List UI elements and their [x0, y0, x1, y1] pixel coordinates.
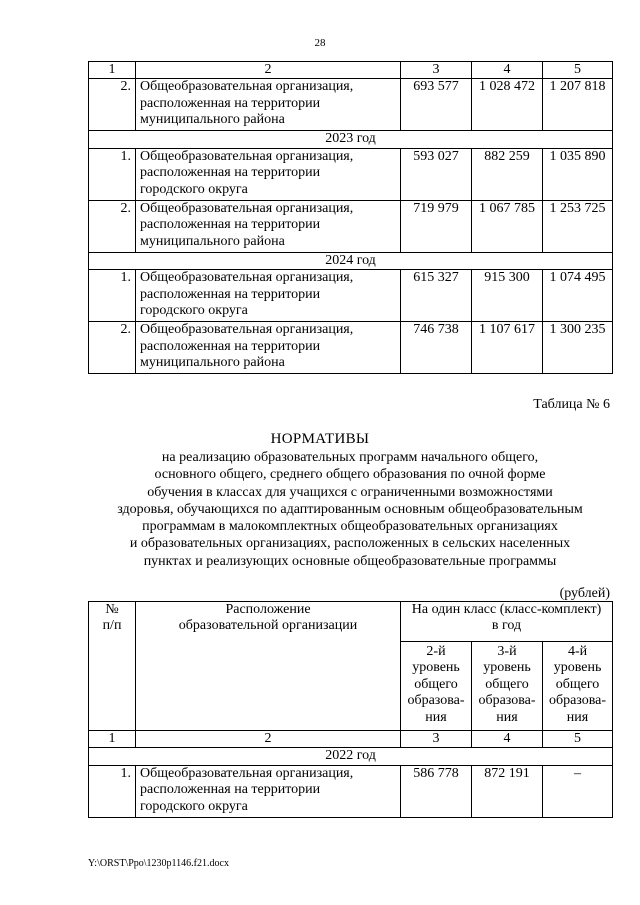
index-cell: 2: [136, 62, 401, 79]
organization-cell: Общеобразовательная организация, расположенная на территории городского округа: [136, 148, 401, 200]
value-level-3: 1 067 785: [472, 200, 543, 252]
value-level-2: 586 778: [401, 765, 472, 817]
value-level-3: 882 259: [472, 148, 543, 200]
row-number: 1.: [89, 148, 136, 200]
index-cell: 1: [89, 731, 136, 748]
subheading-line: и образовательных организациях, расположенных в сельских населенных: [129, 536, 571, 552]
organization-cell: Общеобразовательная организация, расположенная на территории городского округа: [136, 270, 401, 322]
row-number: 2.: [89, 200, 136, 252]
column-header-organization: Расположение образовательной организации: [136, 602, 401, 731]
subheading-line: здоровья, обучающихся по адаптированным основным общеобразовательным: [117, 501, 583, 517]
organization-cell: Общеобразовательная организация, расположенная на территории муниципального района: [136, 200, 401, 252]
row-number: 2.: [89, 322, 136, 374]
value-level-3: 1 107 617: [472, 322, 543, 374]
table-row: [89, 148, 613, 200]
index-cell: 5: [543, 62, 613, 79]
value-level-4: 1 300 235: [543, 322, 613, 374]
index-cell: 3: [401, 731, 472, 748]
page-number: 28: [314, 37, 326, 49]
index-cell: 4: [472, 731, 543, 748]
column-header-level-2: 2-й уровень общего образова- ния: [401, 642, 472, 731]
subheading-line: на реализацию образовательных программ начального общего,: [161, 450, 539, 465]
value-level-2: 615 327: [401, 270, 472, 322]
year-label: 2022 год: [89, 748, 613, 765]
row-number: 1.: [89, 270, 136, 322]
table-row: [89, 322, 613, 374]
column-header-level-3: 3-й уровень общего образова- ния: [472, 642, 543, 731]
normatives-table-continued: [88, 61, 613, 374]
column-header-per-class: На один класс (класс-комплект) в год: [401, 602, 613, 642]
year-row: [89, 252, 613, 269]
column-header-level-4: 4-й уровень общего образова- ния: [543, 642, 613, 731]
normatives-table-6: [88, 601, 613, 818]
value-level-3: 872 191: [472, 765, 543, 817]
index-cell: 4: [472, 62, 543, 79]
subheading-line: пунктах и реализующих основные общеобразовательные программы: [143, 553, 557, 569]
row-number: 2.: [89, 79, 136, 131]
organization-cell: Общеобразовательная организация, расположенная на территории городского округа: [136, 765, 401, 817]
year-label: 2024 год: [89, 252, 613, 269]
organization-cell: Общеобразовательная организация, расположенная на территории муниципального района: [136, 79, 401, 131]
column-index-row: [89, 62, 613, 79]
value-level-2: 593 027: [401, 148, 472, 200]
year-row: [89, 748, 613, 765]
subheading-line: основного общего, среднего общего образования по очной форме: [154, 467, 546, 483]
subheading-line: программам в малокомплектных общеобразовательных организациях: [142, 519, 558, 535]
value-level-3: 915 300: [472, 270, 543, 322]
row-number: 1.: [89, 765, 136, 817]
table-row: [89, 270, 613, 322]
value-level-3: 1 028 472: [472, 79, 543, 131]
organization-cell: Общеобразовательная организация, расположенная на территории муниципального района: [136, 322, 401, 374]
year-row: [89, 131, 613, 148]
footer-file-path: Y:\ORST\Ppo\1230p1146.f21.docx: [88, 858, 229, 869]
value-level-4: 1 207 818: [543, 79, 613, 131]
table-header-row: [89, 602, 613, 642]
value-level-4: 1 253 725: [543, 200, 613, 252]
table-label: Таблица № 6: [533, 397, 610, 412]
index-cell: 2: [136, 731, 401, 748]
value-level-2: 693 577: [401, 79, 472, 131]
document-subheading: [88, 449, 612, 570]
value-level-2: 719 979: [401, 200, 472, 252]
index-cell: 3: [401, 62, 472, 79]
index-cell: 5: [543, 731, 613, 748]
table-row: [89, 200, 613, 252]
index-cell: 1: [89, 62, 136, 79]
units-label: (рублей): [559, 586, 610, 601]
year-label: 2023 год: [89, 131, 613, 148]
table-row: [89, 79, 613, 131]
subheading-line: обучения в классах для учащихся с ограниченными возможностями: [147, 484, 553, 500]
column-index-row: [89, 731, 613, 748]
value-level-4: 1 035 890: [543, 148, 613, 200]
table-row: [89, 765, 613, 817]
value-level-4: –: [543, 765, 613, 817]
value-level-4: 1 074 495: [543, 270, 613, 322]
column-header-number: № п/п: [89, 602, 136, 731]
document-heading: НОРМАТИВЫ: [270, 431, 370, 447]
value-level-2: 746 738: [401, 322, 472, 374]
